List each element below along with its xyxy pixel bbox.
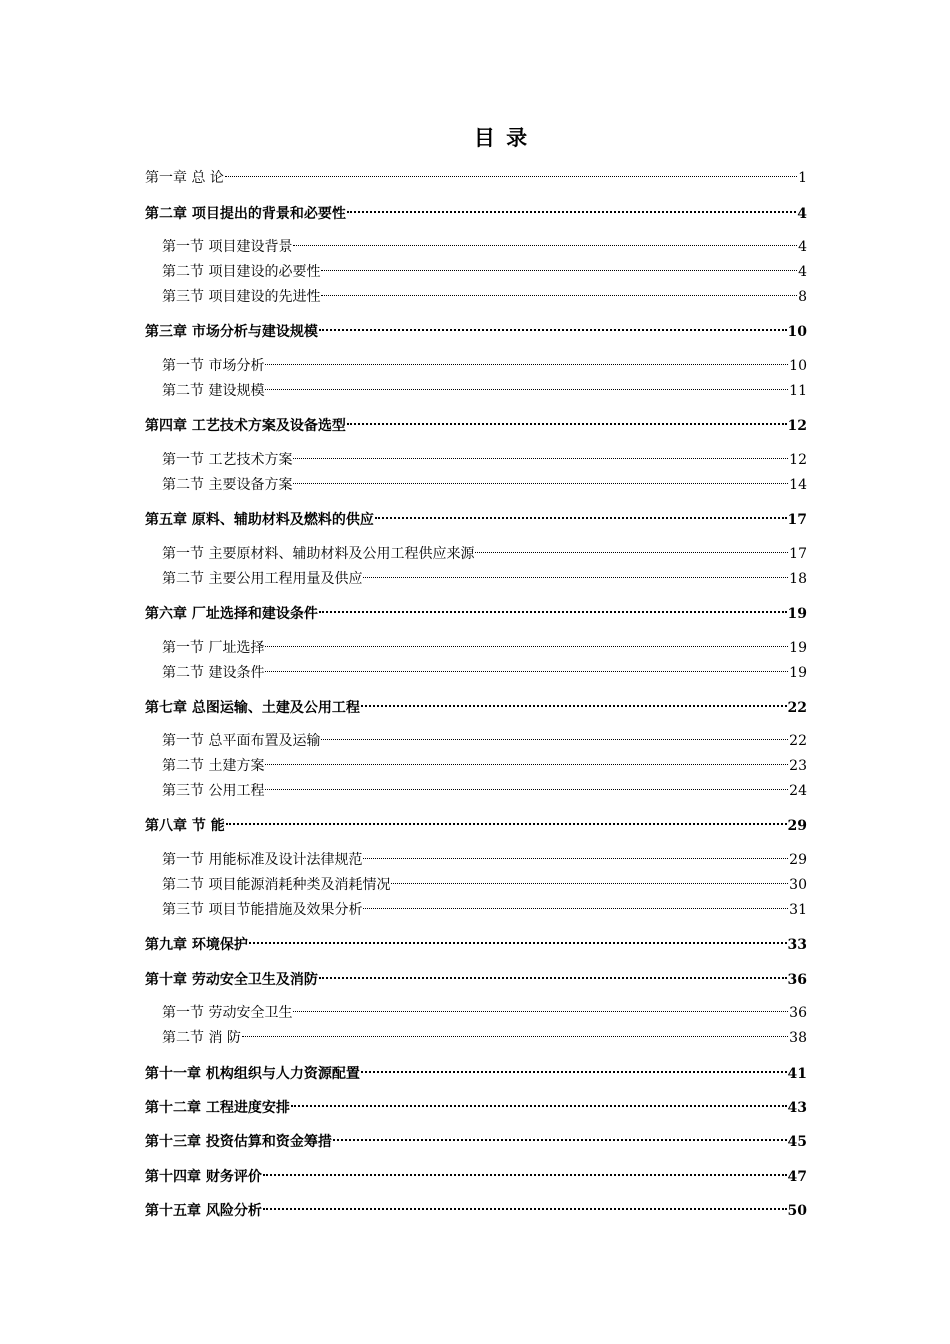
- toc-section[interactable]: [162, 280, 807, 305]
- leader-dots: [242, 1016, 788, 1037]
- toc-label: 第一节 市场分析: [162, 358, 265, 374]
- toc-page-number: 24: [789, 783, 807, 799]
- toc-page-number: 22: [787, 700, 807, 716]
- leader-dots: [333, 1119, 787, 1141]
- toc-label: 第二节 建设规模: [162, 383, 265, 399]
- toc-label: 第五章 原料、辅助材料及燃料的供应: [145, 512, 374, 528]
- toc-section[interactable]: [162, 468, 807, 493]
- leader-dots: [475, 532, 788, 553]
- toc-page-number: 36: [787, 972, 807, 988]
- leader-dots: [321, 250, 797, 271]
- toc-label: 第一节 主要原材料、辅助材料及公用工程供应来源: [162, 546, 475, 562]
- toc-page-number: 10: [789, 358, 807, 374]
- leader-dots: [293, 438, 788, 459]
- toc-label: 第一节 项目建设背景: [162, 239, 293, 255]
- leader-dots: [293, 225, 797, 246]
- toc-label: 第四章 工艺技术方案及设备选型: [145, 418, 346, 434]
- toc-page-number: 30: [789, 877, 807, 893]
- toc-label: 第三章 市场分析与建设规模: [145, 324, 318, 340]
- leader-dots: [265, 651, 788, 672]
- leader-dots: [265, 744, 788, 765]
- leader-dots: [265, 626, 788, 647]
- leader-dots: [361, 1051, 787, 1073]
- toc-label: 第二节 消 防: [162, 1030, 241, 1046]
- toc-page-number: 11: [789, 383, 807, 399]
- toc-section[interactable]: [162, 1021, 807, 1046]
- toc-section[interactable]: [162, 868, 807, 893]
- toc-label: 第二节 主要公用工程用量及供应: [162, 571, 363, 587]
- toc-label: 第二章 项目提出的背景和必要性: [145, 206, 346, 222]
- toc-section[interactable]: [162, 656, 807, 681]
- toc-section[interactable]: [162, 749, 807, 774]
- toc-section[interactable]: [162, 349, 807, 374]
- toc-section[interactable]: [162, 774, 807, 799]
- toc-page-number: 23: [789, 758, 807, 774]
- toc-page-number: 1: [798, 170, 807, 186]
- toc-page-number: 4: [798, 264, 807, 280]
- toc-label: 第一节 厂址选择: [162, 640, 265, 656]
- toc-section[interactable]: [162, 631, 807, 656]
- leader-dots: [265, 769, 788, 790]
- toc-page-number: 22: [789, 733, 807, 749]
- leader-dots: [363, 557, 788, 578]
- toc-chapter-5[interactable]: [145, 502, 807, 528]
- toc-chapter-11[interactable]: [145, 1056, 807, 1082]
- leader-dots: [321, 275, 797, 296]
- toc-page-number: 8: [798, 289, 807, 305]
- toc-label: 第一节 工艺技术方案: [162, 452, 293, 468]
- toc-label: 第二节 建设条件: [162, 665, 265, 681]
- toc-page-number: 33: [787, 937, 807, 953]
- toc-label: 第二节 主要设备方案: [162, 477, 293, 493]
- toc-section[interactable]: [162, 230, 807, 255]
- leader-dots: [291, 1085, 787, 1107]
- toc-page-number: 4: [797, 206, 807, 222]
- toc-section[interactable]: [162, 843, 807, 868]
- toc-page-number: 19: [787, 606, 807, 622]
- leader-dots: [293, 463, 788, 484]
- toc-section[interactable]: [162, 996, 807, 1021]
- toc-page-number: 50: [787, 1203, 807, 1219]
- leader-dots: [347, 403, 787, 425]
- leader-dots: [363, 838, 788, 859]
- toc-label: 第十四章 财务评价: [145, 1169, 262, 1185]
- toc-label: 第一节 总平面布置及运输: [162, 733, 321, 749]
- toc-label: 第三节 公用工程: [162, 783, 265, 799]
- toc-chapter-7[interactable]: [145, 690, 807, 716]
- toc-chapter-2[interactable]: [145, 196, 807, 222]
- toc-section[interactable]: [162, 443, 807, 468]
- toc-section[interactable]: [162, 537, 807, 562]
- leader-dots: [363, 888, 788, 909]
- toc-page-number: 12: [789, 452, 807, 468]
- toc-chapter-10[interactable]: [145, 962, 807, 988]
- leader-dots: [263, 1188, 787, 1210]
- leader-dots: [319, 957, 787, 979]
- leader-dots: [263, 1154, 787, 1176]
- toc-label: 第二节 项目能源消耗种类及消耗情况: [162, 877, 391, 893]
- toc-section[interactable]: [162, 562, 807, 587]
- toc-chapter-8[interactable]: [145, 808, 807, 834]
- toc-chapter-13[interactable]: [145, 1124, 807, 1150]
- leader-dots: [225, 156, 797, 177]
- toc-section[interactable]: [162, 893, 807, 918]
- toc-chapter-12[interactable]: [145, 1090, 807, 1116]
- toc-label: 第八章 节 能: [145, 818, 225, 834]
- toc-page-number: 45: [787, 1134, 807, 1150]
- toc-label: 第二节 项目建设的必要性: [162, 264, 321, 280]
- toc-label: 第十一章 机构组织与人力资源配置: [145, 1066, 360, 1082]
- toc-label: 第三节 项目建设的先进性: [162, 289, 321, 305]
- toc-chapter-6[interactable]: [145, 596, 807, 622]
- toc-page-number: 43: [787, 1100, 807, 1116]
- toc-page-number: 18: [789, 571, 807, 587]
- leader-dots: [226, 803, 787, 825]
- toc-label: 第十三章 投资估算和资金筹措: [145, 1134, 332, 1150]
- toc-page-number: 14: [789, 477, 807, 493]
- toc-page-number: 17: [789, 546, 807, 562]
- toc-page-number: 29: [789, 852, 807, 868]
- toc-chapter-14[interactable]: [145, 1159, 807, 1185]
- toc-page-number: 29: [787, 818, 807, 834]
- toc-page-number: 47: [787, 1169, 807, 1185]
- toc-chapter-15[interactable]: [145, 1193, 807, 1219]
- toc-chapter-1[interactable]: [145, 161, 807, 186]
- toc-page-number: 31: [789, 902, 807, 918]
- toc-label: 第一章 总 论: [145, 170, 224, 186]
- toc-label: 第三节 项目节能措施及效果分析: [162, 902, 363, 918]
- toc-section[interactable]: [162, 374, 807, 399]
- leader-dots: [265, 369, 788, 390]
- leader-dots: [249, 922, 787, 944]
- leader-dots: [375, 497, 787, 519]
- toc-label: 第十章 劳动安全卫生及消防: [145, 972, 318, 988]
- toc-page-number: 36: [789, 1005, 807, 1021]
- toc-label: 第二节 土建方案: [162, 758, 265, 774]
- leader-dots: [319, 309, 787, 331]
- toc-page-number: 41: [787, 1066, 807, 1082]
- leader-dots: [361, 685, 787, 707]
- toc-page-number: 19: [789, 640, 807, 656]
- toc-label: 第九章 环境保护: [145, 937, 248, 953]
- toc-title: 目 录: [473, 125, 530, 150]
- leader-dots: [319, 591, 787, 613]
- toc-page-number: 17: [787, 512, 807, 528]
- toc-label: 第一节 劳动安全卫生: [162, 1005, 293, 1021]
- toc-page-number: 10: [787, 324, 807, 340]
- toc-page-number: 4: [798, 239, 807, 255]
- toc-chapter-9[interactable]: [145, 927, 807, 953]
- toc-chapter-4[interactable]: [145, 408, 807, 434]
- toc-chapter-3[interactable]: [145, 314, 807, 340]
- toc-page-number: 12: [787, 418, 807, 434]
- toc-label: 第十五章 风险分析: [145, 1203, 262, 1219]
- toc-page-number: 38: [789, 1030, 807, 1046]
- toc-section[interactable]: [162, 724, 807, 749]
- leader-dots: [391, 863, 788, 884]
- toc-label: 第七章 总图运输、土建及公用工程: [145, 700, 360, 716]
- leader-dots: [347, 191, 796, 213]
- leader-dots: [321, 719, 788, 740]
- toc-section[interactable]: [162, 255, 807, 280]
- toc-page-number: 19: [789, 665, 807, 681]
- leader-dots: [265, 344, 788, 365]
- toc-label: 第一节 用能标准及设计法律规范: [162, 852, 363, 868]
- toc-label: 第六章 厂址选择和建设条件: [145, 606, 318, 622]
- leader-dots: [293, 991, 788, 1012]
- toc-label: 第十二章 工程进度安排: [145, 1100, 290, 1116]
